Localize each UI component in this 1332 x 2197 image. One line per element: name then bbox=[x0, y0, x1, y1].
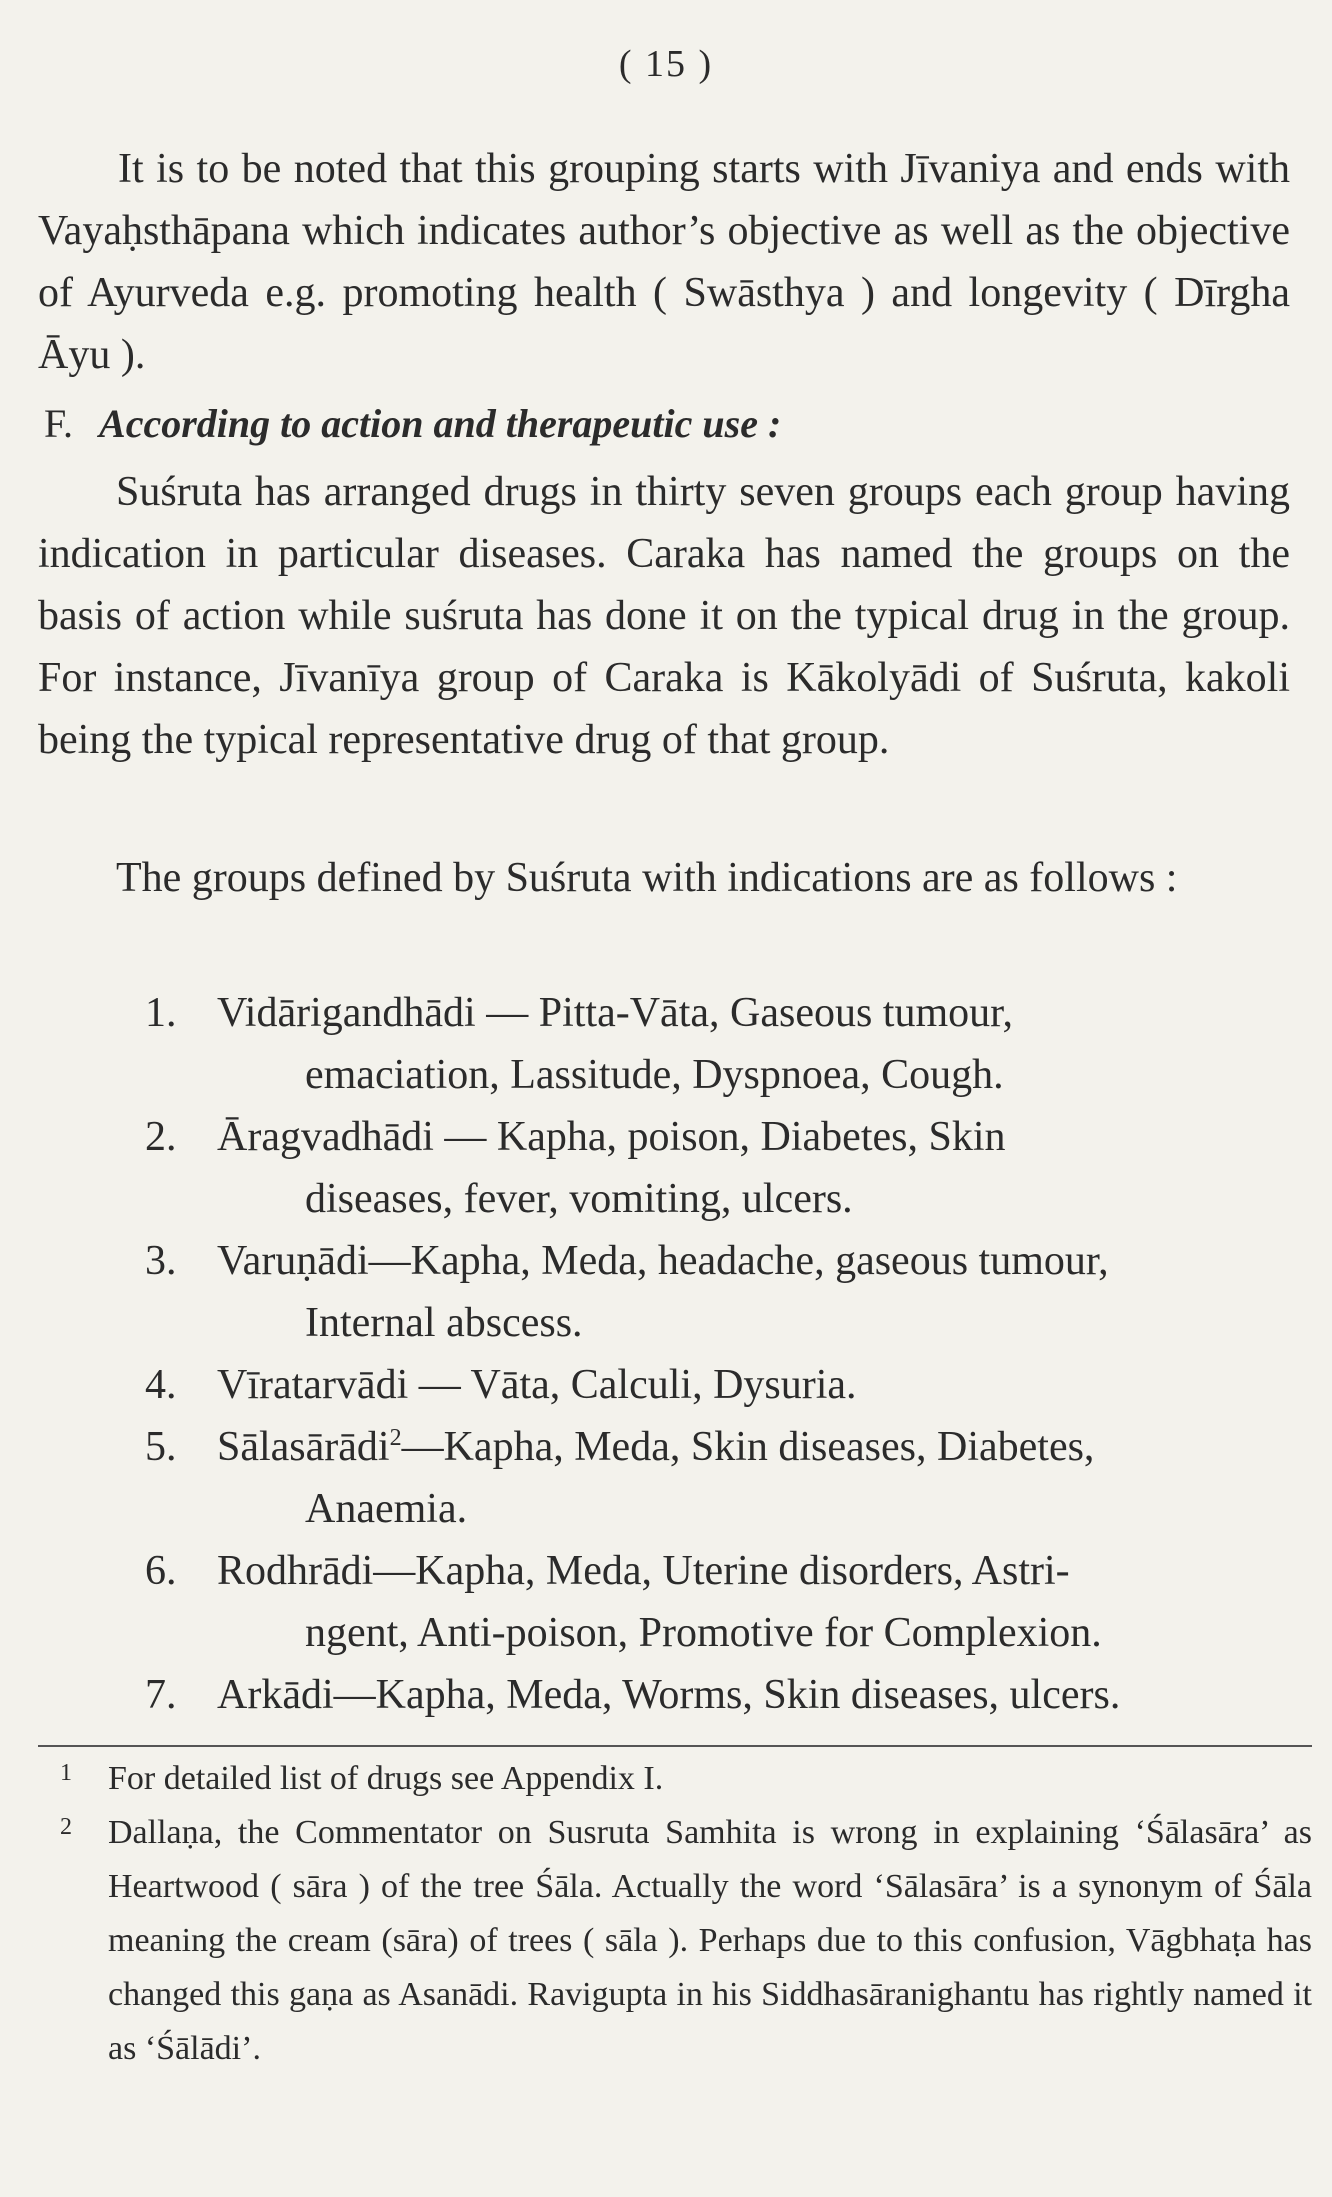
item-text: Āragvadhādi — Kapha, poison, Diabetes, Skin bbox=[217, 1114, 1006, 1160]
item-continuation: ngent, Anti-poison, Promotive for Complexion. bbox=[305, 1610, 1102, 1656]
list-item bbox=[145, 1416, 1305, 1540]
list-item bbox=[145, 1540, 1305, 1664]
list-item bbox=[145, 1106, 1305, 1230]
footnote-mark: 1 bbox=[60, 1760, 72, 1786]
item-text: Varuṇādi—Kapha, Meda, headache, gaseous tumour, bbox=[217, 1238, 1109, 1284]
item-continuation: diseases, fever, vomiting, ulcers. bbox=[305, 1176, 853, 1222]
item-text bbox=[217, 1416, 1305, 1478]
item-number: 2. bbox=[145, 1114, 177, 1160]
item-text: Vīratarvādi — Vāta, Calculi, Dysuria. bbox=[217, 1362, 857, 1408]
item-number: 4. bbox=[145, 1362, 177, 1408]
footnote-mark: 2 bbox=[60, 1814, 72, 1840]
section-heading bbox=[44, 393, 781, 455]
footnote-text: Dallaṇa, the Commentator on Susruta Samhita is wrong in explaining ‘Śālasāra’ as Heartwood ( sāra ) of the tree Śāla. Actually the word ‘Sālasāra’ is a synonym of Śāla meaning the cream (sāra) of trees ( sāla ). Perhaps due to this confusion, Vāgbhaṭa has changed this gaṇa as Asanādi. Ravigupta in his Siddhasāranighantu has rightly named it as ‘Śālādi’. bbox=[108, 1814, 1312, 2067]
list-item bbox=[145, 1230, 1305, 1354]
item-continuation: Anaemia. bbox=[305, 1486, 468, 1532]
footnote-divider bbox=[38, 1745, 1312, 1747]
item-number: 7. bbox=[145, 1672, 177, 1718]
list-item bbox=[145, 982, 1305, 1106]
item-continuation: Internal abscess. bbox=[305, 1300, 583, 1346]
item-number: 6. bbox=[145, 1548, 177, 1594]
footnote-reference: 2 bbox=[389, 1425, 402, 1451]
item-text: Arkādi—Kapha, Meda, Worms, Skin diseases, ulcers. bbox=[217, 1672, 1121, 1718]
footnote-text: For detailed list of drugs see Appendix I. bbox=[108, 1760, 664, 1797]
footnote bbox=[60, 1806, 1312, 2076]
groups-intro-paragraph: The groups defined by Suśruta with indications are as follows : bbox=[116, 855, 1178, 901]
item-name: Sālasārādi bbox=[217, 1424, 390, 1470]
list-item bbox=[145, 1664, 1305, 1726]
item-number: 3. bbox=[145, 1238, 177, 1284]
item-text: Rodhrādi—Kapha, Meda, Uterine disorders, Astri- bbox=[217, 1548, 1070, 1594]
footnote bbox=[60, 1752, 1312, 1806]
item-number: 1. bbox=[145, 990, 177, 1036]
list-item bbox=[145, 1354, 1305, 1416]
item-continuation: emaciation, Lassitude, Dyspnoea, Cough. bbox=[305, 1052, 1004, 1098]
item-indications: —Kapha, Meda, Skin diseases, Diabetes, bbox=[401, 1424, 1095, 1470]
groups-list bbox=[145, 982, 1305, 1726]
intro-paragraph: It is to be noted that this grouping starts with Jīvaniya and ends with Vayaḥsthāpana which indicates author’s objective as well as the objective of Ayurveda e.g. promoting health ( Swāsthya ) and longevity ( Dīrgha Āyu ). bbox=[38, 146, 1290, 378]
section-title: According to action and therapeutic use : bbox=[99, 401, 782, 446]
footnotes bbox=[60, 1752, 1312, 2076]
item-number: 5. bbox=[145, 1424, 177, 1470]
section-letter: F. bbox=[44, 401, 74, 446]
page-number: ( 15 ) bbox=[618, 43, 714, 85]
item-text: Vidārigandhādi — Pitta-Vāta, Gaseous tumour, bbox=[217, 990, 1013, 1036]
susruta-paragraph: Suśruta has arranged drugs in thirty seven groups each group having indication in particular diseases. Caraka has named the groups on the basis of action while suśruta has done it on the typical drug in the group. For instance, Jīvanīya group of Caraka is Kākolyādi of Suśruta, kakoli being the typical representative drug of that group. bbox=[38, 469, 1290, 763]
